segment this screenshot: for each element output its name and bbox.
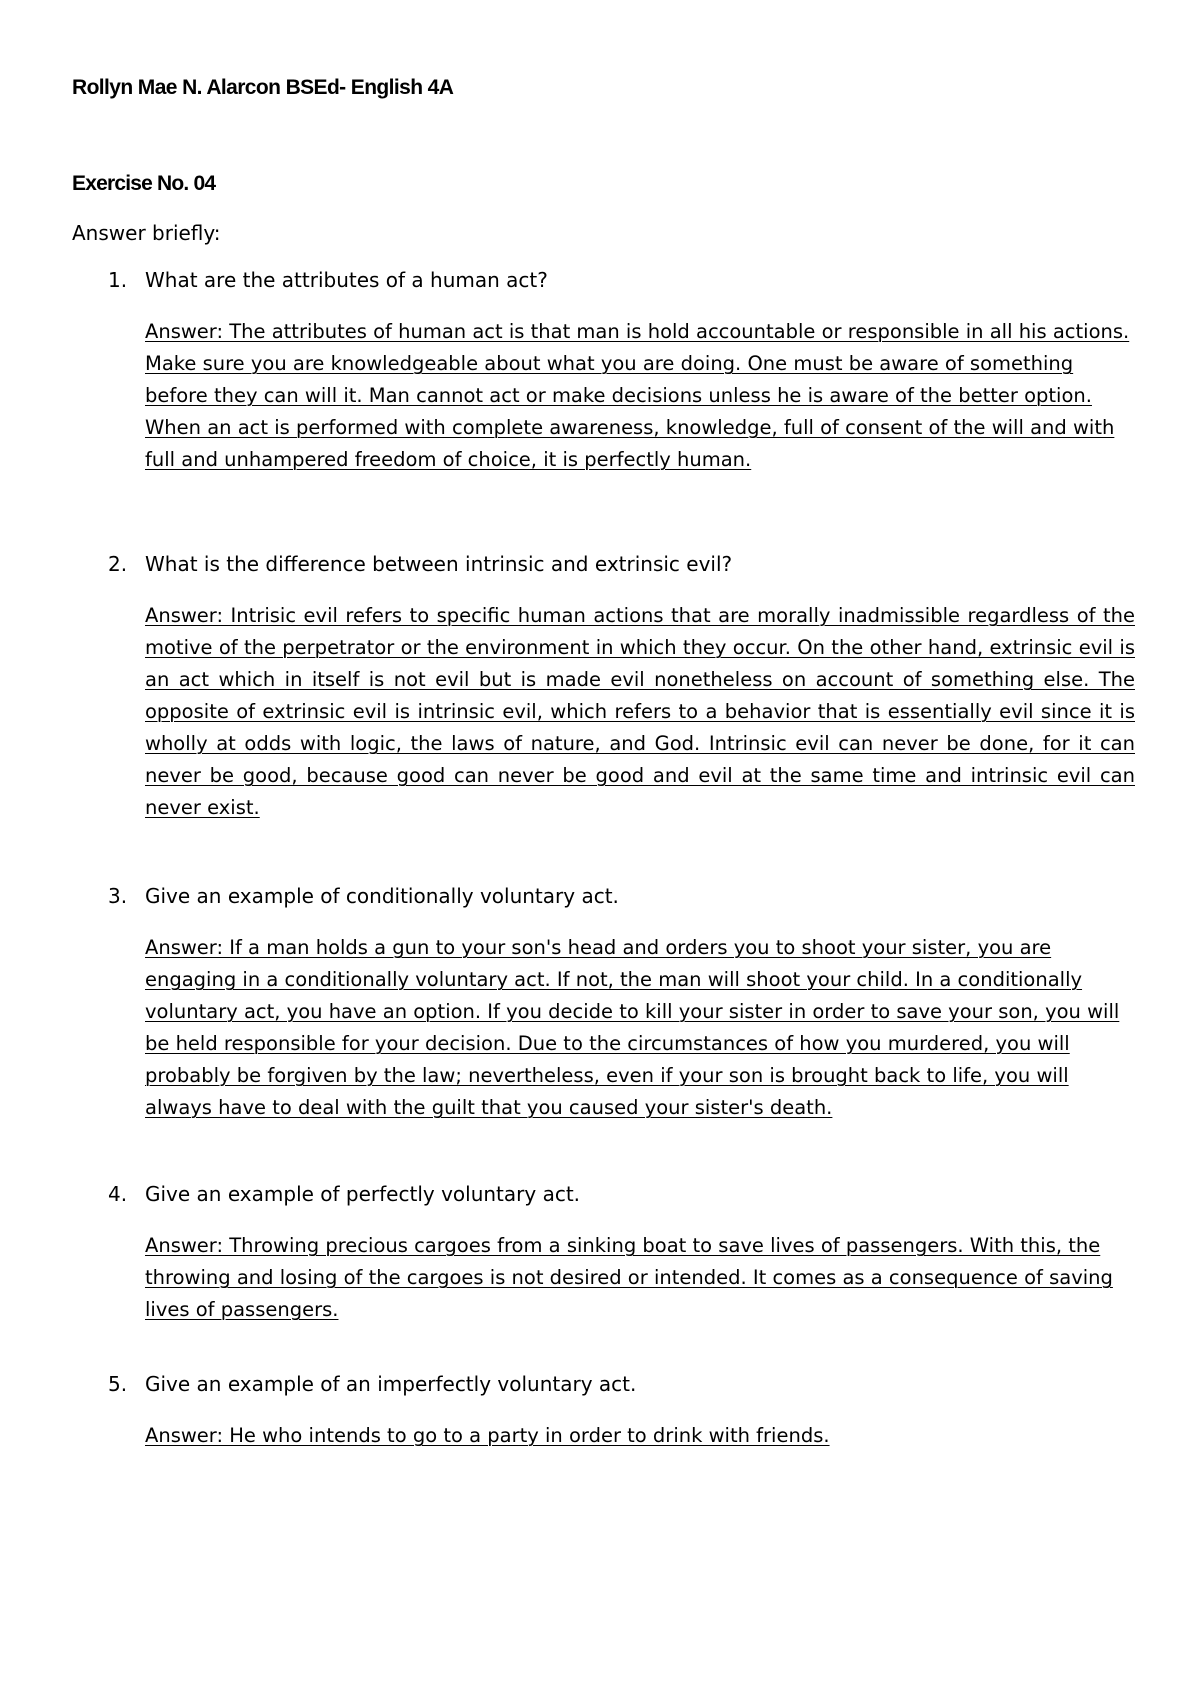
question-text: Give an example of conditionally voluntary act. <box>145 884 619 908</box>
answer-text: Answer: Throwing precious cargoes from a sinking boat to save lives of passengers. With this, the throwing and losing of the cargoes is not desired or intended. It comes as a consequence of saving lives of passengers. <box>145 1234 1113 1321</box>
question-number: 2. <box>108 552 128 576</box>
answer-text: Answer: He who intends to go to a party in order to drink with friends. <box>145 1424 830 1447</box>
question-number: 4. <box>108 1182 128 1206</box>
question-number: 5. <box>108 1372 128 1396</box>
question-item-1 <box>72 268 1136 476</box>
question-item-2 <box>72 552 1200 824</box>
question-item-3 <box>72 884 1200 1124</box>
question-item-5 <box>72 1372 1200 1452</box>
question-text: What is the difference between intrinsic and extrinsic evil? <box>145 552 733 576</box>
answer-text: Answer: The attributes of human act is that man is hold accountable or responsible in all his actions. Make sure you are knowledgeable about what you are doing. One must be aware of something before they can will it. Man cannot act or make decisions unless he is aware of the better option. When an act is performed with complete awareness, knowledge, full of consent of the will and with full and unhampered freedom of choice, it is perfectly human. <box>145 320 1130 471</box>
question-number: 1. <box>108 268 128 292</box>
question-number: 3. <box>108 884 128 908</box>
question-text: Give an example of an imperfectly voluntary act. <box>145 1372 637 1396</box>
question-item-4 <box>72 1182 1200 1326</box>
instruction-text: Answer briefly: <box>72 221 221 245</box>
exercise-title: Exercise No. 04 <box>72 172 216 195</box>
question-text: Give an example of perfectly voluntary act. <box>145 1182 581 1206</box>
student-name-header: Rollyn Mae N. Alarcon BSEd- English 4A <box>72 76 454 99</box>
question-list <box>72 268 1136 1447</box>
answer-text: Answer: If a man holds a gun to your son's head and orders you to shoot your sister, you are engaging in a conditionally voluntary act. If not, the man will shoot your child. In a conditionally voluntary act, you have an option. If you decide to kill your sister in order to save your son, you will be held responsible for your decision. Due to the circumstances of how you murdered, you will probably be forgiven by the law; nevertheless, even if your son is brought back to life, you will always have to deal with the guilt that you caused your sister's death. <box>145 936 1120 1119</box>
answer-text: Answer: Intrisic evil refers to specific human actions that are morally inadmissible regardless of the motive of the perpetrator or the environment in which they occur. On the other hand, extrinsic evil is an act which in itself is not evil but is made evil nonetheless on account of something else. The opposite of extrinsic evil is intrinsic evil, which refers to a behavior that is essentially evil since it is wholly at odds with logic, the laws of nature, and God. Intrinsic evil can never be done, for it can never be good, because good can never be good and evil at the same time and intrinsic evil can never exist. <box>145 604 1135 819</box>
question-text: What are the attributes of a human act? <box>145 268 548 292</box>
